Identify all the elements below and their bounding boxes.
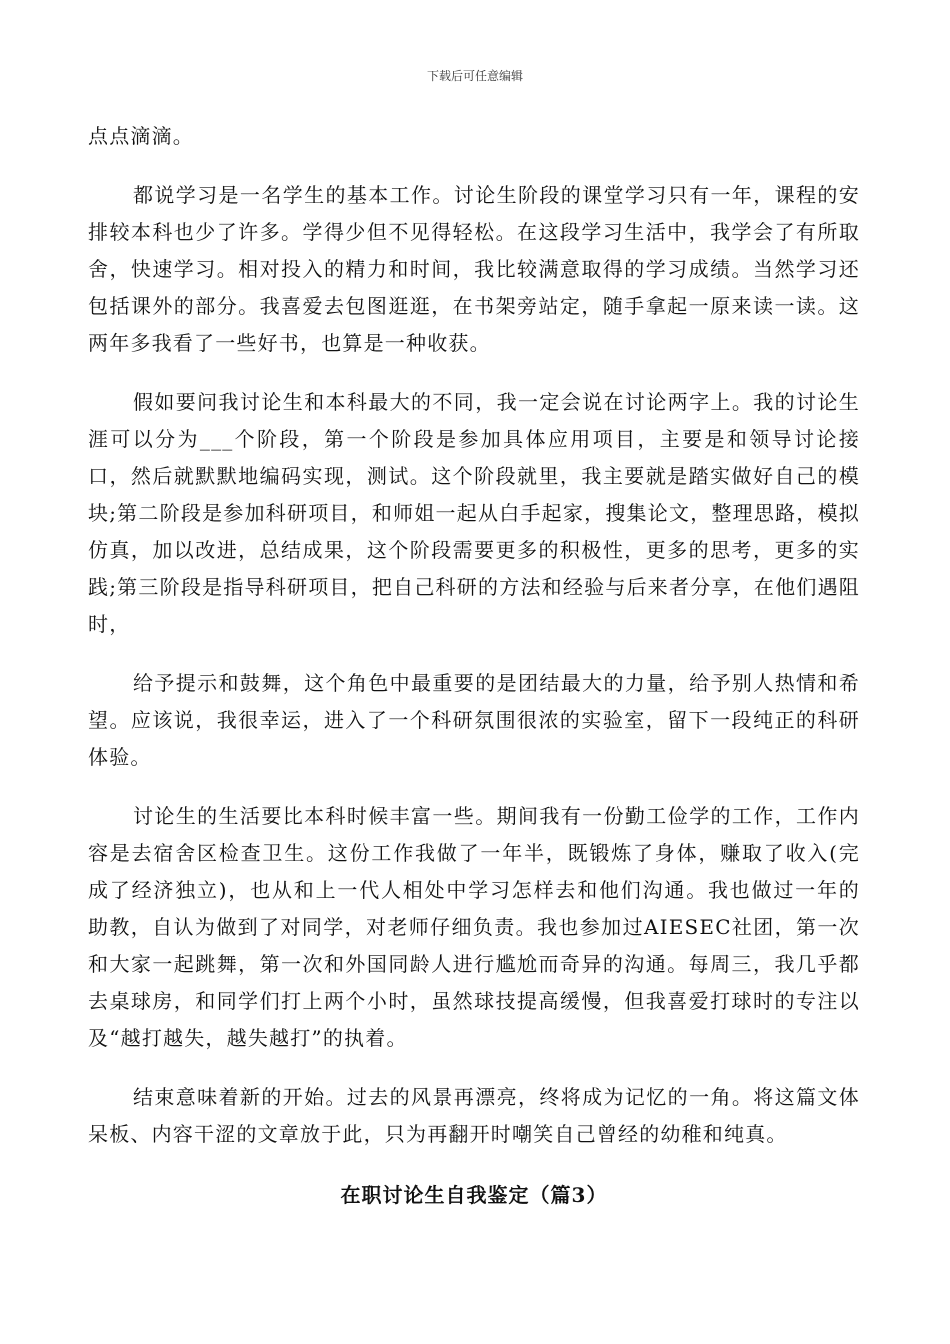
paragraph-study: 都说学习是一名学生的基本工作。讨论生阶段的课堂学习只有一年，课程的安排较本科也少了许多。学得少但不见得轻松。在这段学习生活中，我学会了有所取舍，快速学习。相对投入的精力和时间，我比较满意取得的学习成绩。当然学习还包括课外的部分。我喜爱去包图逛逛，在书架旁站定，随手拿起一原来读一读。这两年多我看了一些好书，也算是一种收获。	[88, 183, 860, 355]
paragraph-conclusion: 结束意味着新的开始。过去的风景再漂亮，终将成为记忆的一角。将这篇文体呆板、内容干涩的文章放于此，只为再翻开时嘲笑自己曾经的幼稚和纯真。	[88, 1085, 860, 1146]
paragraph-encouragement: 给予提示和鼓舞，这个角色中最重要的是团结最大的力量，给予别人热情和希望。应该说，我很幸运，进入了一个科研氛围很浓的实验室，留下一段纯正的科研体验。	[88, 671, 860, 769]
page-header: 下载后可任意编辑	[426, 69, 523, 83]
paragraph-student-life: 讨论生的生活要比本科时候丰富一些。期间我有一份勤工俭学的工作，工作内容是去宿舍区检查卫生。这份工作我做了一年半，既锻炼了身体，赚取了收入(完成了经济独立)，也从和上一代人相处中学习怎样去和他们沟通。我也做过一年的助教，自认为做到了对同学，对老师仔细负责。我也参加过AIESEC社团，第一次和大家一起跳舞，第一次和外国同龄人进行尴尬而奇异的沟通。每周三，我几乎都去桌球房，和同学们打上两个小时，虽然球技提高缓慢，但我喜爱打球时的专注以及“越打越失，越失越打”的执着。	[88, 804, 860, 1050]
paragraph-research-stages: 假如要问我讨论生和本科最大的不同，我一定会说在讨论两字上。我的讨论生涯可以分为___个阶段，第一个阶段是参加具体应用项目，主要是和领导讨论接口，然后就默默地编码实现，测试。这个阶段就里，我主要就是踏实做好自己的模块;第二阶段是参加科研项目，和师姐一起从白手起家，搜集论文，整理思路，模拟仿真，加以改进，总结成果，这个阶段需要更多的积极性，更多的思考，更多的实践;第三阶段是指导科研项目，把自己科研的方法和经验与后来者分享，在他们遇阻时，	[88, 390, 860, 636]
section-title: 在职讨论生自我鉴定（篇3）	[340, 1183, 608, 1207]
document-body	[88, 118, 860, 1215]
paragraph-continuation: 点点滴滴。	[88, 124, 194, 148]
